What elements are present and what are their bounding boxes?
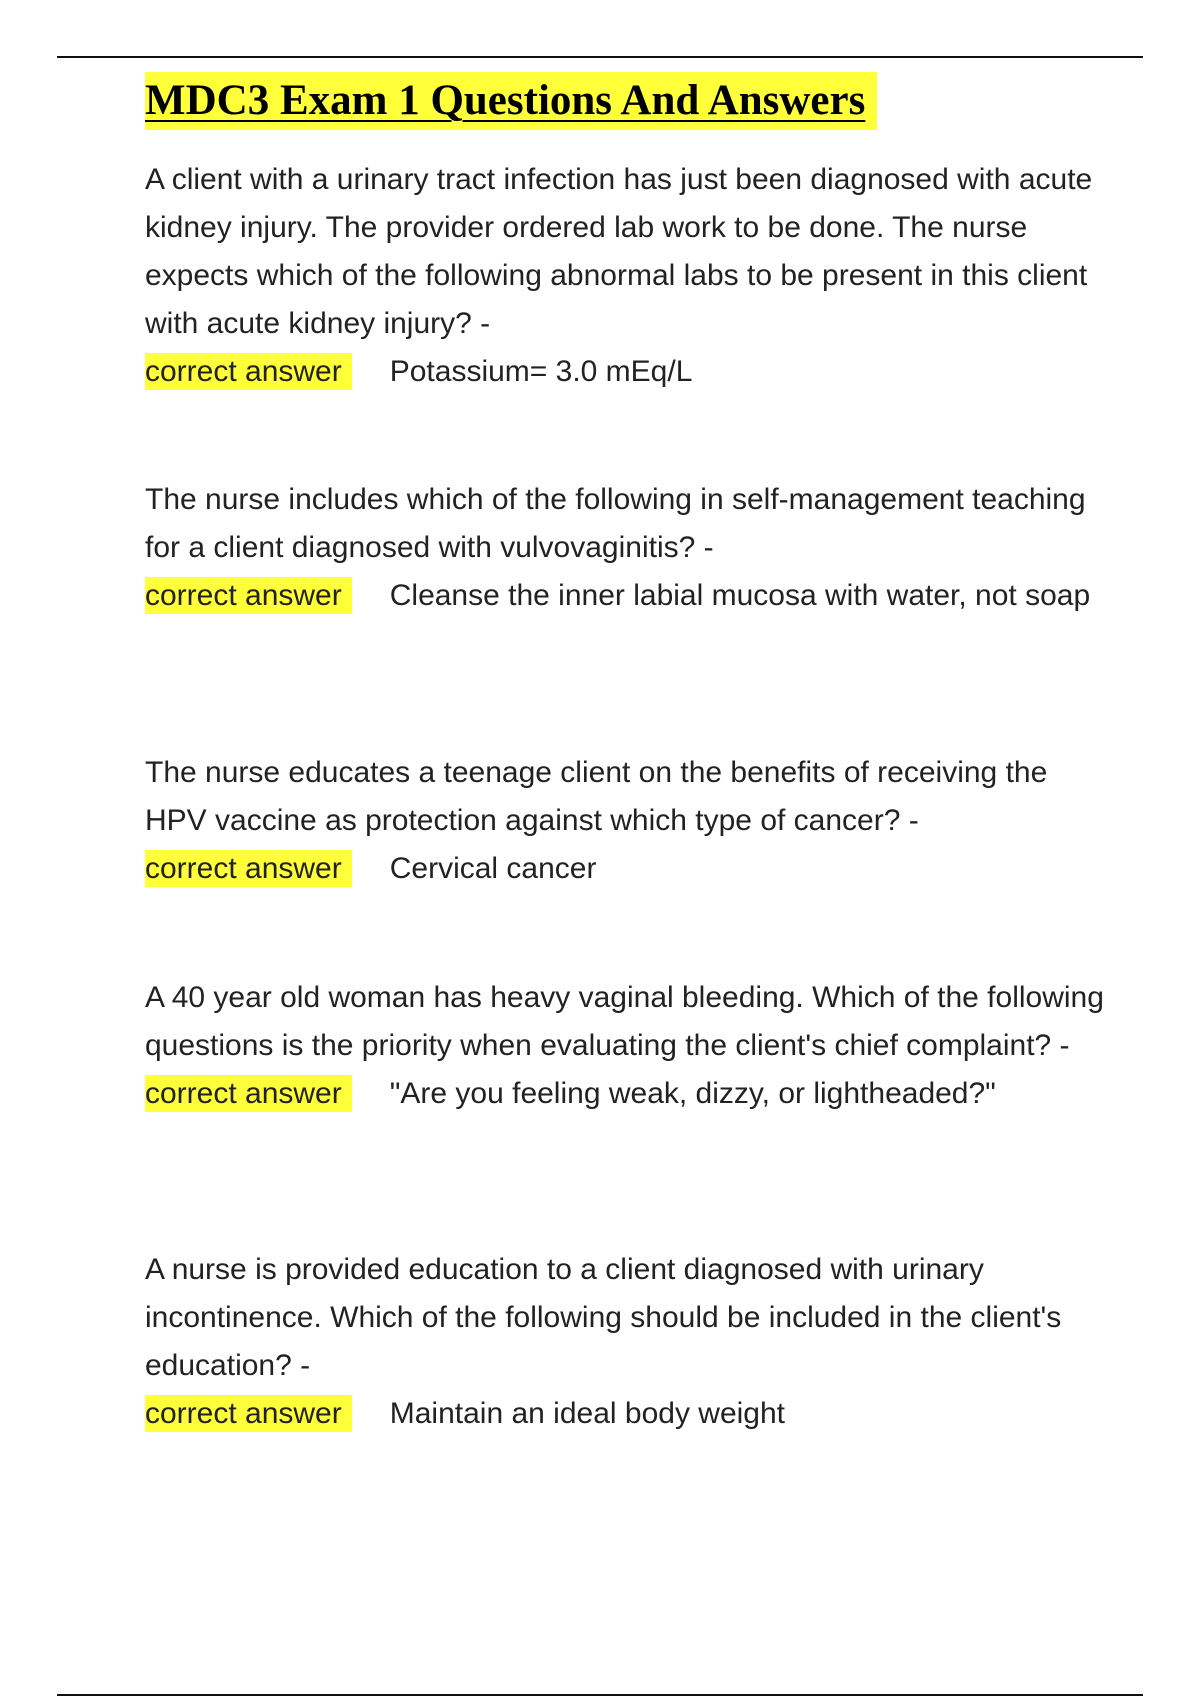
document-body [145,72,1105,130]
correct-answer-tag: correct answer [145,577,352,614]
qa-item [145,1246,1105,1438]
answer-text: "Are you feeling weak, dizzy, or lightheaded?" [389,1077,996,1110]
qa-item [145,974,1105,1118]
answer-line [145,572,1105,620]
answer-text: Maintain an ideal body weight [389,1397,785,1430]
question-text: A client with a urinary tract infection has just been diagnosed with acute kidney injury. The provider ordered lab work to be done. The nurse expects which of the following abnormal labs to be present in this client with acute kidney injury? - [145,163,1093,340]
document-title: MDC3 Exam 1 Questions And Answers [145,72,877,130]
qa-item [145,476,1105,620]
question-text: A nurse is provided education to a client diagnosed with urinary incontinence. Which of the following should be included in the client's education? - [145,1253,1062,1382]
bottom-rule [57,1694,1143,1696]
top-rule [57,56,1143,58]
answer-line [145,1390,1105,1438]
qa-item [145,156,1105,396]
answer-line [145,1070,1105,1118]
correct-answer-tag: correct answer [145,1395,352,1432]
answer-line [145,348,1105,396]
correct-answer-tag: correct answer [145,1075,352,1112]
answer-text: Cervical cancer [389,852,597,885]
answer-text: Potassium= 3.0 mEq/L [389,355,693,388]
question-text: The nurse includes which of the following in self-management teaching for a client diagnosed with vulvovaginitis? - [145,483,1086,564]
qa-item [145,749,1105,893]
correct-answer-tag: correct answer [145,353,352,390]
question-text: The nurse educates a teenage client on the benefits of receiving the HPV vaccine as protection against which type of cancer? - [145,756,1048,837]
correct-answer-tag: correct answer [145,850,352,887]
question-text: A 40 year old woman has heavy vaginal bleeding. Which of the following questions is the priority when evaluating the client's chief complaint? - [145,981,1104,1062]
answer-text: Cleanse the inner labial mucosa with water, not soap [389,579,1091,612]
answer-line [145,845,1105,893]
